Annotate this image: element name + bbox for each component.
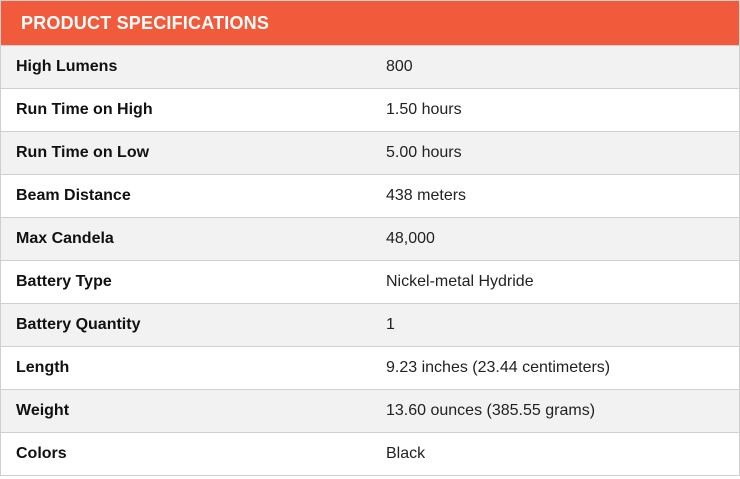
spec-label: Battery Type bbox=[16, 273, 112, 290]
table-title: PRODUCT SPECIFICATIONS bbox=[21, 12, 270, 33]
spec-label: Weight bbox=[16, 402, 70, 419]
spec-row-high-lumens bbox=[1, 45, 739, 88]
spec-value: 800 bbox=[386, 58, 413, 75]
spec-value: Nickel-metal Hydride bbox=[386, 273, 534, 290]
spec-label: High Lumens bbox=[16, 58, 118, 75]
spec-row-battery-quantity bbox=[1, 303, 739, 346]
spec-label: Beam Distance bbox=[16, 187, 131, 204]
spec-value: 13.60 ounces (385.55 grams) bbox=[386, 402, 596, 419]
table-header bbox=[1, 1, 739, 45]
spec-row-weight bbox=[1, 389, 739, 432]
spec-value: 48,000 bbox=[386, 230, 435, 247]
spec-row-battery-type bbox=[1, 260, 739, 303]
spec-row-run-time-high bbox=[1, 88, 739, 131]
spec-row-run-time-low bbox=[1, 131, 739, 174]
spec-value: 1.50 hours bbox=[386, 101, 462, 118]
spec-value: Black bbox=[386, 445, 426, 462]
spec-label: Colors bbox=[16, 445, 67, 462]
spec-label: Max Candela bbox=[16, 230, 114, 247]
spec-value: 5.00 hours bbox=[386, 144, 462, 161]
spec-value: 9.23 inches (23.44 centimeters) bbox=[386, 359, 611, 376]
spec-label: Run Time on High bbox=[16, 101, 153, 118]
spec-row-colors bbox=[1, 432, 739, 475]
spec-value: 1 bbox=[386, 316, 395, 333]
spec-value: 438 meters bbox=[386, 187, 467, 204]
spec-row-length bbox=[1, 346, 739, 389]
spec-label: Length bbox=[16, 359, 70, 376]
spec-label: Run Time on Low bbox=[16, 144, 150, 161]
spec-label: Battery Quantity bbox=[16, 316, 141, 333]
spec-row-beam-distance bbox=[1, 174, 739, 217]
spec-rows bbox=[1, 45, 739, 475]
spec-row-max-candela bbox=[1, 217, 739, 260]
